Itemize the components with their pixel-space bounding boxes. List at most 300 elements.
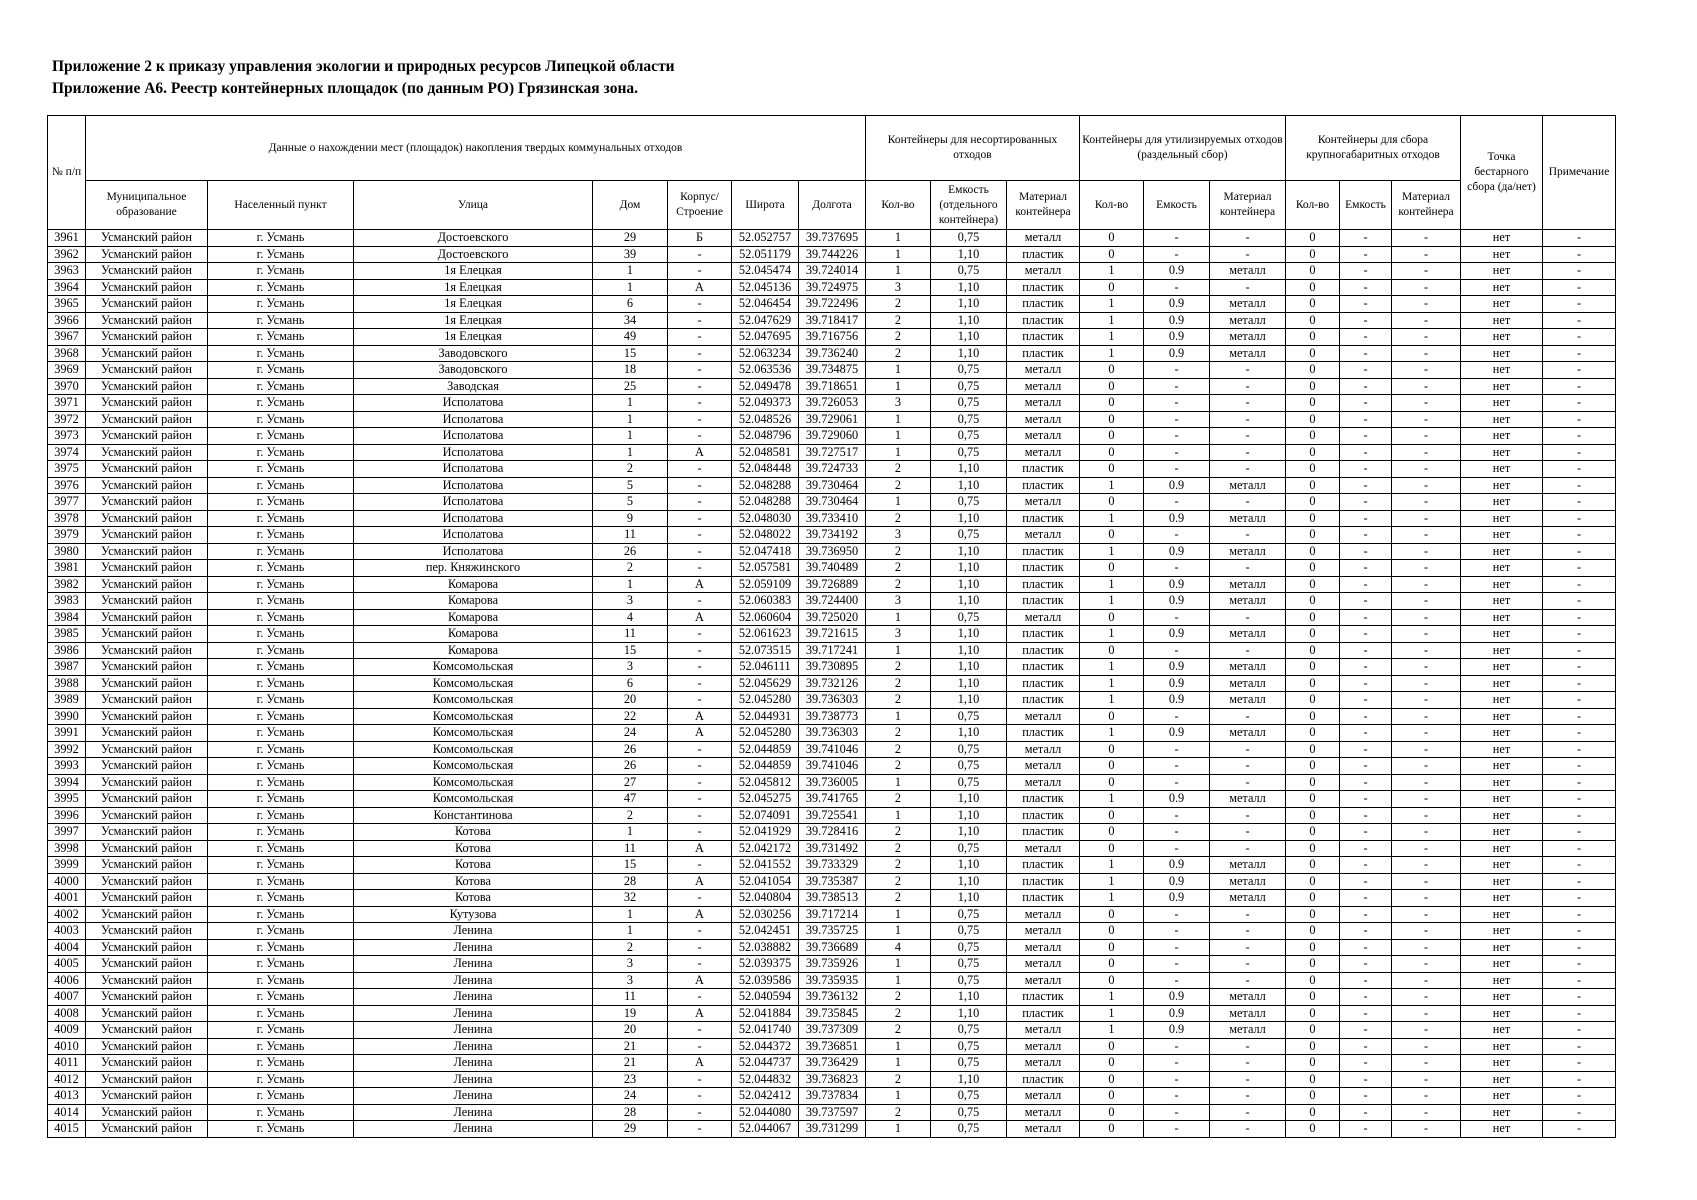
- cell-house: 25: [593, 378, 668, 395]
- cell-building: А: [668, 609, 732, 626]
- cell-settlement: г. Усмань: [208, 395, 354, 412]
- cell-num: 4008: [48, 1005, 86, 1022]
- cell-notes: -: [1543, 642, 1616, 659]
- cell-recycled-count: 0: [1080, 560, 1144, 577]
- cell-building: -: [668, 807, 732, 824]
- cell-longitude: 39.717241: [799, 642, 866, 659]
- cell-municipality: Усманский район: [86, 1022, 208, 1039]
- cell-notes: -: [1543, 791, 1616, 808]
- table-row: [48, 428, 1616, 445]
- cell-unsorted-material: пластик: [1007, 345, 1080, 362]
- cell-bulky-material: -: [1392, 543, 1461, 560]
- cell-unsorted-capacity: 0,75: [931, 428, 1007, 445]
- col-building: Корпус/ Строение: [668, 181, 732, 230]
- cell-recycled-capacity: -: [1144, 972, 1210, 989]
- cell-unsorted-material: металл: [1007, 1055, 1080, 1072]
- cell-unsorted-material: металл: [1007, 1121, 1080, 1138]
- cell-latitude: 52.039586: [732, 972, 799, 989]
- cell-unsorted-count: 1: [866, 1038, 931, 1055]
- cell-street: Ленина: [354, 1055, 593, 1072]
- cell-bulky-count: 0: [1286, 857, 1340, 874]
- cell-unsorted-count: 2: [866, 543, 931, 560]
- cell-recycled-capacity: -: [1144, 461, 1210, 478]
- cell-notes: -: [1543, 758, 1616, 775]
- table-row: [48, 296, 1616, 313]
- cell-containerless: нет: [1461, 428, 1543, 445]
- cell-containerless: нет: [1461, 758, 1543, 775]
- cell-longitude: 39.735725: [799, 923, 866, 940]
- cell-notes: -: [1543, 890, 1616, 907]
- cell-unsorted-capacity: 0,75: [931, 708, 1007, 725]
- cell-notes: -: [1543, 857, 1616, 874]
- cell-recycled-count: 0: [1080, 758, 1144, 775]
- cell-recycled-count: 1: [1080, 576, 1144, 593]
- cell-building: -: [668, 527, 732, 544]
- col-group-location: Данные о нахождении мест (площадок) накопления твердых коммунальных отходов: [86, 116, 866, 181]
- cell-municipality: Усманский район: [86, 626, 208, 643]
- cell-building: -: [668, 741, 732, 758]
- cell-bulky-material: -: [1392, 807, 1461, 824]
- cell-bulky-capacity: -: [1340, 461, 1392, 478]
- cell-bulky-material: -: [1392, 444, 1461, 461]
- cell-unsorted-material: металл: [1007, 395, 1080, 412]
- col-bulky-material: Материал контейнера: [1392, 181, 1461, 230]
- cell-bulky-count: 0: [1286, 972, 1340, 989]
- cell-bulky-count: 0: [1286, 774, 1340, 791]
- cell-unsorted-material: пластик: [1007, 593, 1080, 610]
- cell-notes: -: [1543, 692, 1616, 709]
- table-row: [48, 890, 1616, 907]
- cell-latitude: 52.045280: [732, 692, 799, 709]
- cell-unsorted-count: 1: [866, 609, 931, 626]
- cell-latitude: 52.048022: [732, 527, 799, 544]
- cell-house: 39: [593, 246, 668, 263]
- cell-unsorted-capacity: 0,75: [931, 527, 1007, 544]
- cell-containerless: нет: [1461, 477, 1543, 494]
- cell-recycled-capacity: 0.9: [1144, 576, 1210, 593]
- cell-street: Котова: [354, 873, 593, 890]
- cell-unsorted-capacity: 1,10: [931, 873, 1007, 890]
- cell-longitude: 39.735926: [799, 956, 866, 973]
- cell-containerless: нет: [1461, 1038, 1543, 1055]
- cell-bulky-count: 0: [1286, 758, 1340, 775]
- cell-settlement: г. Усмань: [208, 1022, 354, 1039]
- cell-bulky-capacity: -: [1340, 494, 1392, 511]
- cell-bulky-capacity: -: [1340, 758, 1392, 775]
- table-row: [48, 807, 1616, 824]
- cell-num: 3995: [48, 791, 86, 808]
- cell-municipality: Усманский район: [86, 428, 208, 445]
- cell-municipality: Усманский район: [86, 593, 208, 610]
- cell-unsorted-capacity: 1,10: [931, 461, 1007, 478]
- cell-bulky-material: -: [1392, 378, 1461, 395]
- cell-municipality: Усманский район: [86, 527, 208, 544]
- cell-recycled-count: 0: [1080, 444, 1144, 461]
- cell-recycled-material: -: [1210, 362, 1286, 379]
- cell-latitude: 52.042451: [732, 923, 799, 940]
- cell-bulky-material: -: [1392, 263, 1461, 280]
- cell-containerless: нет: [1461, 543, 1543, 560]
- cell-recycled-material: -: [1210, 923, 1286, 940]
- cell-notes: -: [1543, 824, 1616, 841]
- cell-unsorted-material: пластик: [1007, 857, 1080, 874]
- cell-recycled-count: 0: [1080, 1038, 1144, 1055]
- cell-house: 15: [593, 642, 668, 659]
- cell-bulky-count: 0: [1286, 692, 1340, 709]
- cell-latitude: 52.044067: [732, 1121, 799, 1138]
- cell-num: 3977: [48, 494, 86, 511]
- cell-settlement: г. Усмань: [208, 246, 354, 263]
- table-row: [48, 230, 1616, 247]
- table-row: [48, 840, 1616, 857]
- cell-unsorted-count: 2: [866, 1022, 931, 1039]
- cell-building: -: [668, 857, 732, 874]
- cell-recycled-capacity: -: [1144, 923, 1210, 940]
- cell-house: 2: [593, 560, 668, 577]
- cell-bulky-material: -: [1392, 1088, 1461, 1105]
- col-settlement: Населенный пункт: [208, 181, 354, 230]
- cell-longitude: 39.734875: [799, 362, 866, 379]
- cell-bulky-capacity: -: [1340, 1121, 1392, 1138]
- cell-municipality: Усманский район: [86, 642, 208, 659]
- cell-unsorted-count: 2: [866, 989, 931, 1006]
- cell-unsorted-material: металл: [1007, 263, 1080, 280]
- cell-bulky-material: -: [1392, 1055, 1461, 1072]
- cell-unsorted-count: 2: [866, 758, 931, 775]
- cell-house: 23: [593, 1071, 668, 1088]
- cell-containerless: нет: [1461, 1005, 1543, 1022]
- cell-notes: -: [1543, 1071, 1616, 1088]
- cell-recycled-count: 0: [1080, 642, 1144, 659]
- cell-recycled-count: 1: [1080, 626, 1144, 643]
- cell-unsorted-capacity: 0,75: [931, 1104, 1007, 1121]
- cell-settlement: г. Усмань: [208, 329, 354, 346]
- cell-bulky-material: -: [1392, 972, 1461, 989]
- cell-street: Исполатова: [354, 494, 593, 511]
- cell-latitude: 52.051179: [732, 246, 799, 263]
- cell-municipality: Усманский район: [86, 362, 208, 379]
- cell-recycled-count: 1: [1080, 345, 1144, 362]
- cell-street: Ленина: [354, 972, 593, 989]
- cell-municipality: Усманский район: [86, 824, 208, 841]
- col-num: № п/п: [48, 116, 86, 230]
- cell-num: 3962: [48, 246, 86, 263]
- cell-recycled-capacity: -: [1144, 956, 1210, 973]
- cell-latitude: 52.041884: [732, 1005, 799, 1022]
- cell-building: А: [668, 725, 732, 742]
- cell-latitude: 52.061623: [732, 626, 799, 643]
- cell-containerless: нет: [1461, 362, 1543, 379]
- cell-street: Комсомольская: [354, 791, 593, 808]
- col-recycled-count: Кол-во: [1080, 181, 1144, 230]
- cell-unsorted-count: 3: [866, 626, 931, 643]
- cell-latitude: 52.046454: [732, 296, 799, 313]
- cell-recycled-material: -: [1210, 1088, 1286, 1105]
- cell-house: 1: [593, 923, 668, 940]
- cell-notes: -: [1543, 989, 1616, 1006]
- cell-street: Комсомольская: [354, 659, 593, 676]
- table-row: [48, 708, 1616, 725]
- cell-municipality: Усманский район: [86, 857, 208, 874]
- cell-unsorted-count: 2: [866, 1071, 931, 1088]
- cell-municipality: Усманский район: [86, 312, 208, 329]
- cell-recycled-capacity: -: [1144, 1121, 1210, 1138]
- cell-longitude: 39.736823: [799, 1071, 866, 1088]
- cell-house: 11: [593, 626, 668, 643]
- cell-street: Исполатова: [354, 510, 593, 527]
- cell-bulky-material: -: [1392, 477, 1461, 494]
- cell-longitude: 39.744226: [799, 246, 866, 263]
- cell-building: -: [668, 378, 732, 395]
- cell-notes: -: [1543, 494, 1616, 511]
- cell-building: -: [668, 345, 732, 362]
- cell-containerless: нет: [1461, 1022, 1543, 1039]
- cell-building: -: [668, 675, 732, 692]
- cell-settlement: г. Усмань: [208, 873, 354, 890]
- cell-recycled-count: 0: [1080, 428, 1144, 445]
- cell-recycled-material: -: [1210, 758, 1286, 775]
- cell-bulky-count: 0: [1286, 989, 1340, 1006]
- cell-municipality: Усманский район: [86, 1121, 208, 1138]
- cell-bulky-material: -: [1392, 576, 1461, 593]
- cell-bulky-capacity: -: [1340, 312, 1392, 329]
- cell-building: А: [668, 1005, 732, 1022]
- cell-bulky-count: 0: [1286, 279, 1340, 296]
- cell-building: -: [668, 395, 732, 412]
- cell-longitude: 39.734192: [799, 527, 866, 544]
- cell-unsorted-material: металл: [1007, 972, 1080, 989]
- cell-recycled-material: металл: [1210, 296, 1286, 313]
- table-row: [48, 939, 1616, 956]
- cell-bulky-capacity: -: [1340, 873, 1392, 890]
- cell-bulky-count: 0: [1286, 725, 1340, 742]
- cell-recycled-capacity: -: [1144, 395, 1210, 412]
- cell-notes: -: [1543, 461, 1616, 478]
- cell-longitude: 39.740489: [799, 560, 866, 577]
- cell-house: 26: [593, 543, 668, 560]
- cell-unsorted-material: пластик: [1007, 642, 1080, 659]
- cell-unsorted-capacity: 1,10: [931, 560, 1007, 577]
- cell-unsorted-count: 1: [866, 230, 931, 247]
- cell-bulky-material: -: [1392, 923, 1461, 940]
- cell-recycled-capacity: -: [1144, 840, 1210, 857]
- cell-longitude: 39.736303: [799, 692, 866, 709]
- cell-recycled-material: металл: [1210, 791, 1286, 808]
- cell-unsorted-material: металл: [1007, 1088, 1080, 1105]
- cell-building: -: [668, 774, 732, 791]
- cell-house: 15: [593, 857, 668, 874]
- cell-unsorted-material: металл: [1007, 527, 1080, 544]
- cell-unsorted-material: пластик: [1007, 296, 1080, 313]
- cell-settlement: г. Усмань: [208, 857, 354, 874]
- table-row: [48, 1071, 1616, 1088]
- cell-containerless: нет: [1461, 461, 1543, 478]
- cell-containerless: нет: [1461, 1088, 1543, 1105]
- cell-bulky-capacity: -: [1340, 923, 1392, 940]
- cell-num: 4004: [48, 939, 86, 956]
- cell-settlement: г. Усмань: [208, 527, 354, 544]
- cell-latitude: 52.040804: [732, 890, 799, 907]
- cell-num: 4005: [48, 956, 86, 973]
- cell-street: Комсомольская: [354, 758, 593, 775]
- cell-house: 19: [593, 1005, 668, 1022]
- col-bulky-capacity: Емкость: [1340, 181, 1392, 230]
- cell-recycled-material: -: [1210, 378, 1286, 395]
- cell-street: 1я Елецкая: [354, 279, 593, 296]
- cell-containerless: нет: [1461, 989, 1543, 1006]
- cell-notes: -: [1543, 873, 1616, 890]
- cell-bulky-capacity: -: [1340, 1038, 1392, 1055]
- cell-unsorted-capacity: 1,10: [931, 807, 1007, 824]
- cell-longitude: 39.718651: [799, 378, 866, 395]
- col-latitude: Широта: [732, 181, 799, 230]
- cell-unsorted-material: пластик: [1007, 477, 1080, 494]
- cell-latitude: 52.044931: [732, 708, 799, 725]
- cell-recycled-material: -: [1210, 428, 1286, 445]
- cell-unsorted-count: 1: [866, 362, 931, 379]
- cell-num: 4015: [48, 1121, 86, 1138]
- cell-latitude: 52.040594: [732, 989, 799, 1006]
- cell-settlement: г. Усмань: [208, 741, 354, 758]
- cell-longitude: 39.729061: [799, 411, 866, 428]
- cell-bulky-capacity: -: [1340, 857, 1392, 874]
- cell-unsorted-capacity: 1,10: [931, 543, 1007, 560]
- table-row: [48, 345, 1616, 362]
- cell-recycled-capacity: 0.9: [1144, 989, 1210, 1006]
- cell-house: 3: [593, 972, 668, 989]
- cell-bulky-material: -: [1392, 279, 1461, 296]
- cell-municipality: Усманский район: [86, 1038, 208, 1055]
- cell-settlement: г. Усмань: [208, 989, 354, 1006]
- cell-unsorted-capacity: 1,10: [931, 791, 1007, 808]
- cell-bulky-count: 0: [1286, 560, 1340, 577]
- cell-recycled-count: 1: [1080, 510, 1144, 527]
- cell-recycled-capacity: 0.9: [1144, 857, 1210, 874]
- cell-bulky-count: 0: [1286, 1121, 1340, 1138]
- cell-notes: -: [1543, 1088, 1616, 1105]
- cell-unsorted-material: металл: [1007, 708, 1080, 725]
- cell-unsorted-capacity: 1,10: [931, 824, 1007, 841]
- cell-containerless: нет: [1461, 626, 1543, 643]
- cell-num: 3988: [48, 675, 86, 692]
- cell-notes: -: [1543, 296, 1616, 313]
- cell-longitude: 39.730464: [799, 477, 866, 494]
- cell-unsorted-capacity: 0,75: [931, 1055, 1007, 1072]
- cell-unsorted-material: пластик: [1007, 791, 1080, 808]
- cell-bulky-material: -: [1392, 1038, 1461, 1055]
- registry-table: [47, 115, 1616, 1138]
- cell-settlement: г. Усмань: [208, 1121, 354, 1138]
- cell-latitude: 52.059109: [732, 576, 799, 593]
- col-bulky-count: Кол-во: [1286, 181, 1340, 230]
- cell-municipality: Усманский район: [86, 444, 208, 461]
- cell-unsorted-count: 1: [866, 774, 931, 791]
- cell-unsorted-material: металл: [1007, 362, 1080, 379]
- cell-recycled-capacity: 0.9: [1144, 725, 1210, 742]
- cell-num: 3961: [48, 230, 86, 247]
- cell-bulky-material: -: [1392, 329, 1461, 346]
- cell-municipality: Усманский район: [86, 725, 208, 742]
- cell-settlement: г. Усмань: [208, 626, 354, 643]
- cell-latitude: 52.047418: [732, 543, 799, 560]
- cell-unsorted-material: пластик: [1007, 510, 1080, 527]
- cell-unsorted-capacity: 0,75: [931, 923, 1007, 940]
- cell-municipality: Усманский район: [86, 906, 208, 923]
- cell-street: Котова: [354, 840, 593, 857]
- cell-latitude: 52.057581: [732, 560, 799, 577]
- cell-settlement: г. Усмань: [208, 576, 354, 593]
- cell-recycled-count: 0: [1080, 411, 1144, 428]
- cell-bulky-count: 0: [1286, 345, 1340, 362]
- cell-settlement: г. Усмань: [208, 444, 354, 461]
- cell-num: 3990: [48, 708, 86, 725]
- table-row: [48, 461, 1616, 478]
- cell-recycled-count: 1: [1080, 675, 1144, 692]
- cell-containerless: нет: [1461, 939, 1543, 956]
- cell-recycled-count: 1: [1080, 659, 1144, 676]
- cell-municipality: Усманский район: [86, 560, 208, 577]
- cell-unsorted-capacity: 0,75: [931, 362, 1007, 379]
- cell-latitude: 52.060383: [732, 593, 799, 610]
- cell-bulky-count: 0: [1286, 263, 1340, 280]
- cell-unsorted-capacity: 1,10: [931, 246, 1007, 263]
- cell-building: -: [668, 246, 732, 263]
- cell-latitude: 52.063234: [732, 345, 799, 362]
- cell-recycled-material: металл: [1210, 329, 1286, 346]
- cell-latitude: 52.048030: [732, 510, 799, 527]
- cell-notes: -: [1543, 956, 1616, 973]
- cell-num: 3982: [48, 576, 86, 593]
- cell-num: 3997: [48, 824, 86, 841]
- cell-recycled-material: металл: [1210, 1022, 1286, 1039]
- cell-recycled-material: -: [1210, 906, 1286, 923]
- cell-containerless: нет: [1461, 230, 1543, 247]
- cell-notes: -: [1543, 1055, 1616, 1072]
- cell-building: -: [668, 543, 732, 560]
- cell-notes: -: [1543, 609, 1616, 626]
- table-row: [48, 1055, 1616, 1072]
- table-row: [48, 642, 1616, 659]
- cell-latitude: 52.060604: [732, 609, 799, 626]
- cell-street: Ленина: [354, 939, 593, 956]
- cell-recycled-material: металл: [1210, 692, 1286, 709]
- cell-notes: -: [1543, 246, 1616, 263]
- cell-recycled-count: 0: [1080, 461, 1144, 478]
- cell-unsorted-count: 2: [866, 824, 931, 841]
- cell-bulky-capacity: -: [1340, 626, 1392, 643]
- cell-unsorted-count: 1: [866, 807, 931, 824]
- cell-bulky-count: 0: [1286, 840, 1340, 857]
- cell-containerless: нет: [1461, 1104, 1543, 1121]
- cell-recycled-count: 0: [1080, 395, 1144, 412]
- cell-recycled-count: 1: [1080, 593, 1144, 610]
- cell-bulky-material: -: [1392, 741, 1461, 758]
- cell-street: Исполатова: [354, 411, 593, 428]
- cell-recycled-capacity: 0.9: [1144, 296, 1210, 313]
- cell-num: 4014: [48, 1104, 86, 1121]
- cell-bulky-count: 0: [1286, 890, 1340, 907]
- cell-unsorted-capacity: 0,75: [931, 741, 1007, 758]
- cell-containerless: нет: [1461, 857, 1543, 874]
- cell-latitude: 52.041552: [732, 857, 799, 874]
- cell-recycled-material: металл: [1210, 675, 1286, 692]
- cell-bulky-capacity: -: [1340, 1022, 1392, 1039]
- cell-containerless: нет: [1461, 725, 1543, 742]
- cell-recycled-count: 0: [1080, 956, 1144, 973]
- cell-unsorted-capacity: 1,10: [931, 989, 1007, 1006]
- cell-building: -: [668, 1038, 732, 1055]
- cell-bulky-capacity: -: [1340, 378, 1392, 395]
